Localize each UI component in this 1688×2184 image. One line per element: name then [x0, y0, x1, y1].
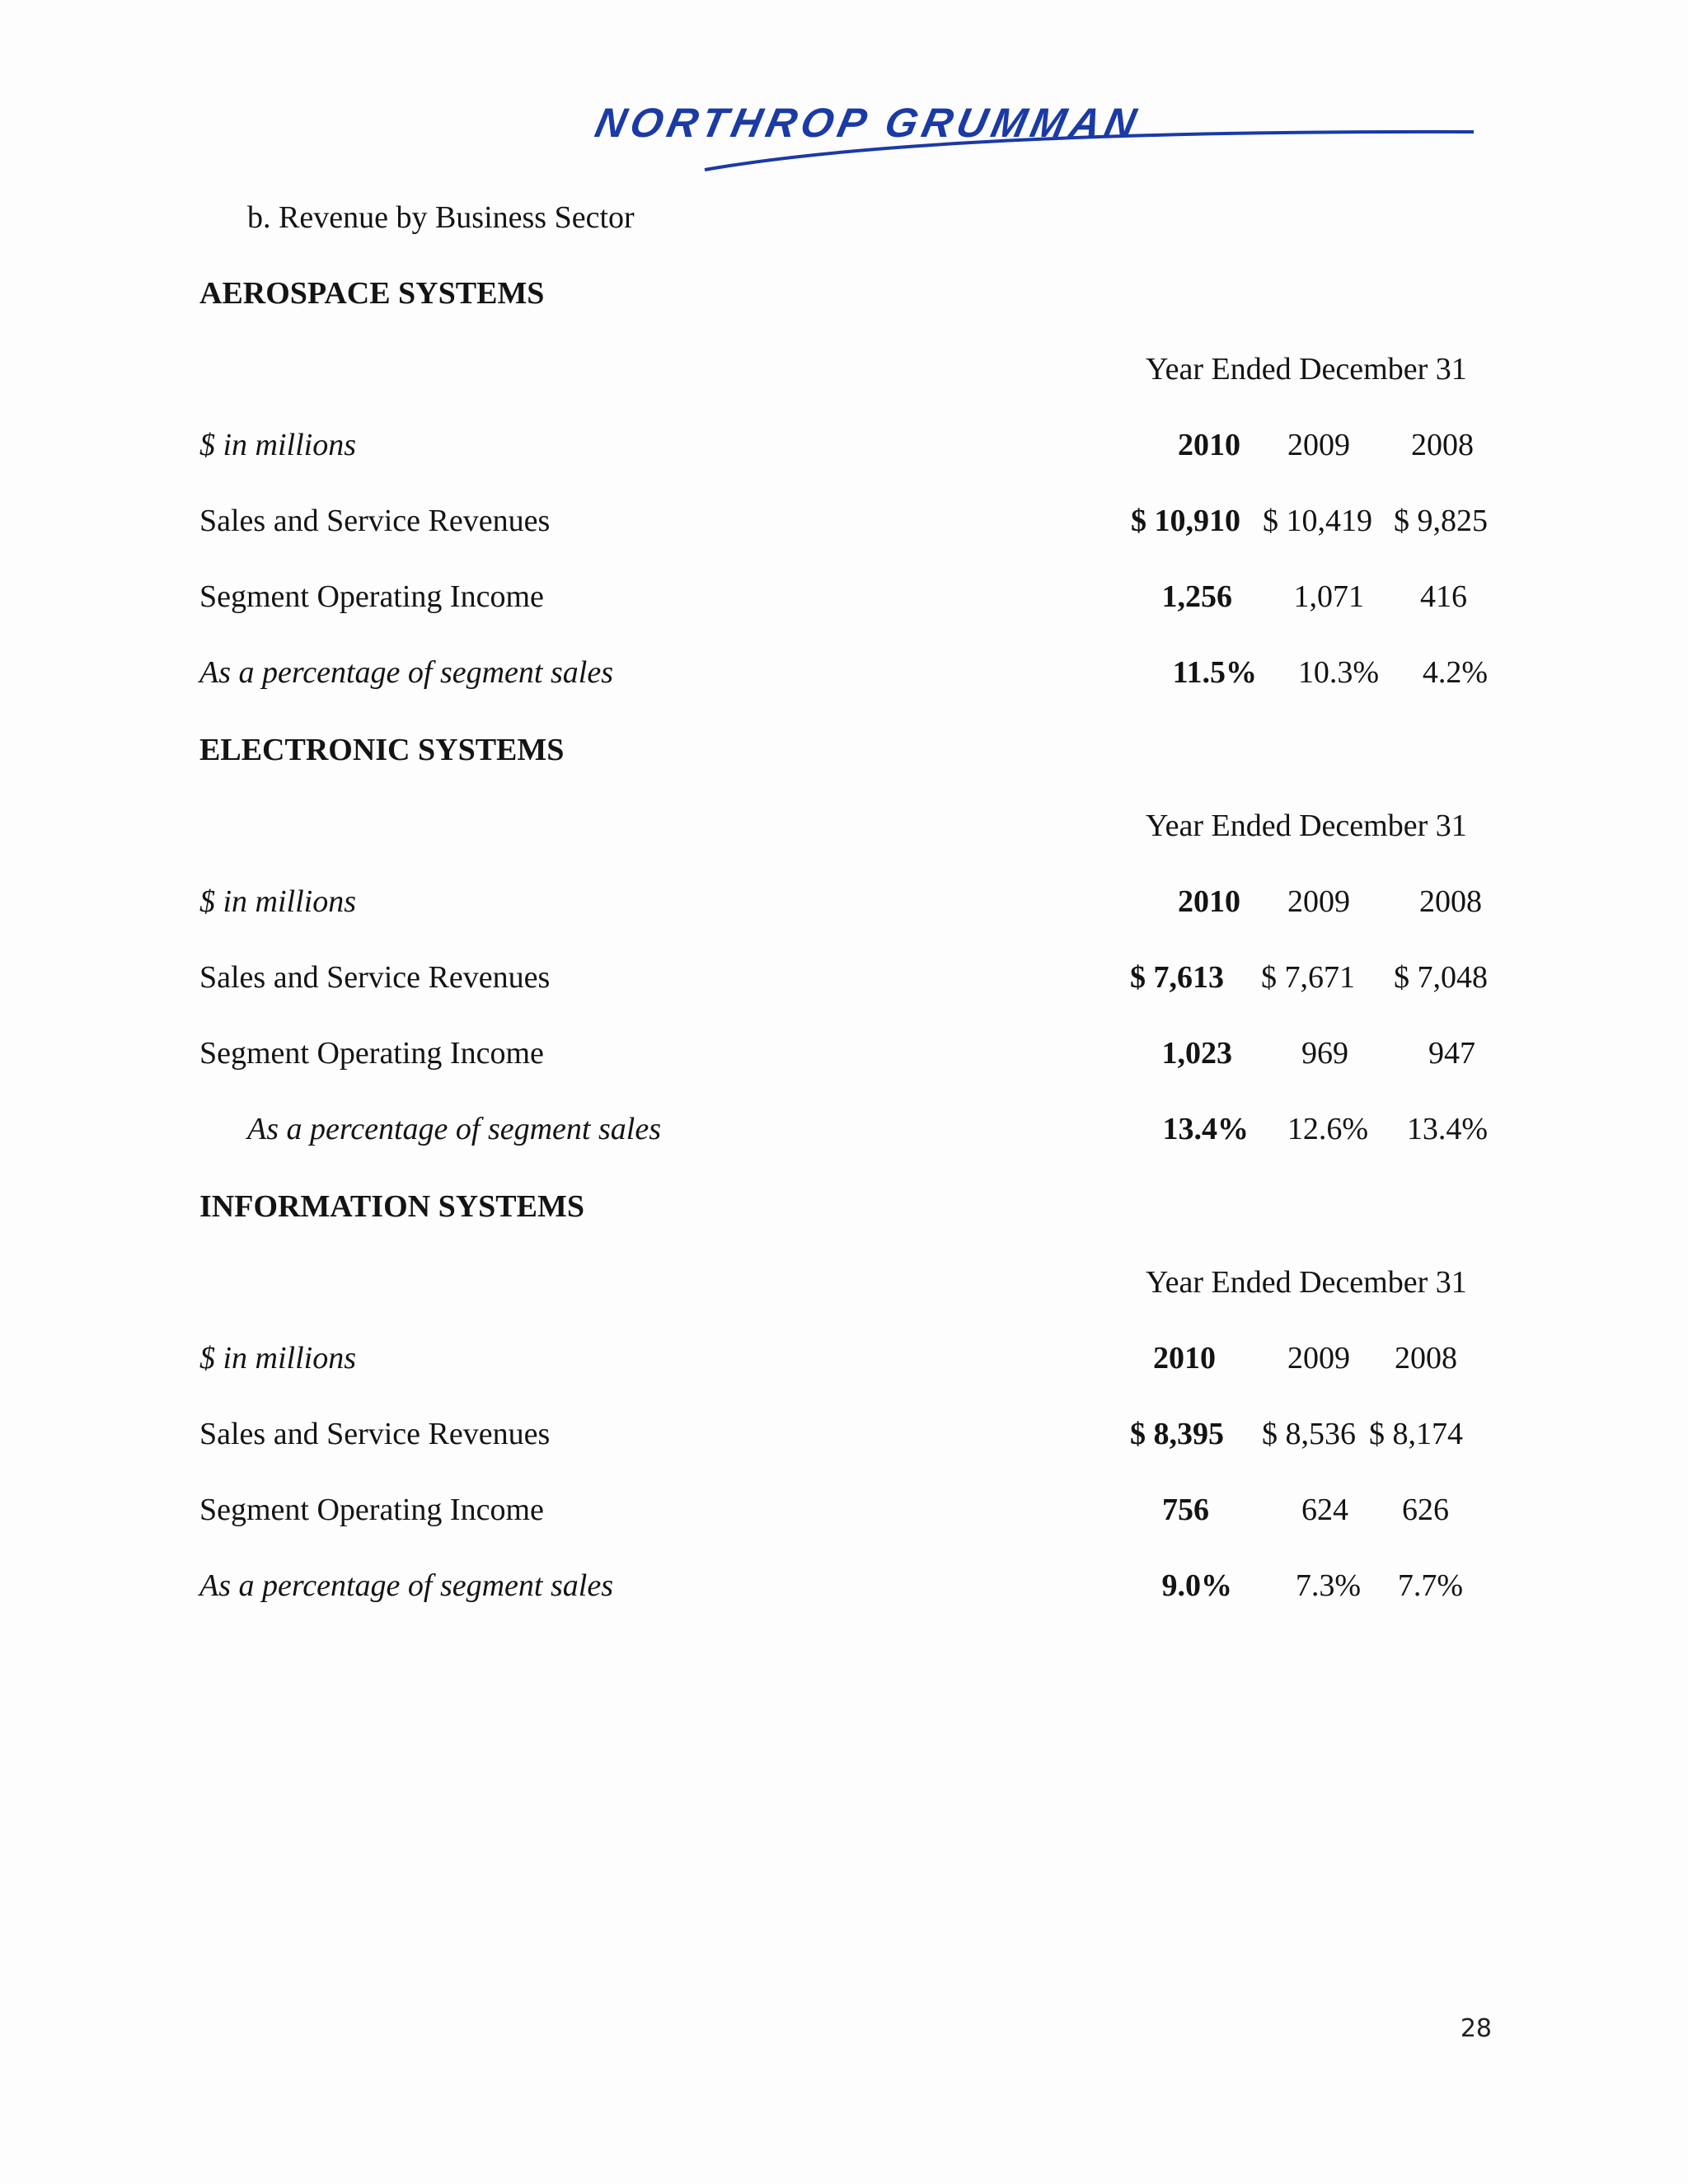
row-label: Sales and Service Revenues — [199, 504, 551, 538]
svg-text:NORTHROP GRUMMAN: NORTHROP GRUMMAN — [591, 99, 1146, 146]
value-2009: 1,071 — [1293, 579, 1364, 614]
row-label: Segment Operating Income — [199, 1493, 544, 1527]
year-header-2009: 2009 — [1287, 428, 1350, 462]
value-2008: 947 — [1428, 1036, 1475, 1071]
value-2010: 13.4% — [1162, 1112, 1249, 1146]
value-2008: $ 8,174 — [1369, 1417, 1463, 1451]
value-2009: $ 8,536 — [1262, 1417, 1356, 1451]
period-header: Year Ended December 31 — [1146, 808, 1467, 843]
section-title: INFORMATION SYSTEMS — [199, 1189, 584, 1224]
value-2009: $ 10,419 — [1263, 504, 1372, 538]
value-2010: $ 8,395 — [1130, 1417, 1224, 1451]
year-header-2008: 2008 — [1419, 884, 1482, 919]
value-2009: 10.3% — [1297, 655, 1379, 690]
northrop-grumman-logo — [585, 97, 1492, 180]
row-label: Segment Operating Income — [199, 1036, 544, 1071]
row-label: As a percentage of segment sales — [247, 1112, 661, 1146]
year-header-2010: 2010 — [1178, 884, 1240, 919]
year-header-2008: 2008 — [1395, 1341, 1457, 1376]
section-title: ELECTRONIC SYSTEMS — [199, 733, 565, 767]
year-header-2010: 2010 — [1153, 1341, 1216, 1376]
units-label: $ in millions — [199, 1341, 357, 1376]
value-2008: 4.2% — [1422, 655, 1488, 690]
row-label: As a percentage of segment sales — [199, 655, 613, 690]
value-2009: 12.6% — [1287, 1112, 1368, 1146]
row-label: Sales and Service Revenues — [199, 960, 551, 995]
page-number: 28 — [1460, 2014, 1492, 2043]
year-header-2010: 2010 — [1178, 428, 1240, 462]
subsection-heading: b. Revenue by Business Sector — [247, 200, 635, 235]
value-2009: 969 — [1301, 1036, 1348, 1071]
year-header-2008: 2008 — [1411, 428, 1474, 462]
row-label: Segment Operating Income — [199, 579, 544, 614]
year-header-2009: 2009 — [1287, 1341, 1350, 1376]
period-header: Year Ended December 31 — [1146, 1265, 1467, 1300]
value-2010: 1,023 — [1161, 1036, 1232, 1071]
value-2010: 1,256 — [1161, 579, 1232, 614]
section-title: AEROSPACE SYSTEMS — [199, 276, 545, 311]
value-2008: 7.7% — [1397, 1568, 1463, 1603]
row-label: As a percentage of segment sales — [199, 1568, 613, 1603]
units-label: $ in millions — [199, 428, 357, 462]
value-2010: 756 — [1162, 1493, 1209, 1527]
value-2010: $ 7,613 — [1130, 960, 1224, 995]
value-2009: 624 — [1301, 1493, 1348, 1527]
row-label: Sales and Service Revenues — [199, 1417, 551, 1451]
value-2010: $ 10,910 — [1131, 504, 1240, 538]
value-2008: $ 7,048 — [1394, 960, 1488, 995]
value-2010: 9.0% — [1161, 1568, 1232, 1603]
value-2009: 7.3% — [1295, 1568, 1361, 1603]
value-2010: 11.5% — [1172, 655, 1257, 690]
year-header-2009: 2009 — [1287, 884, 1350, 919]
value-2008: 13.4% — [1406, 1112, 1488, 1146]
units-label: $ in millions — [199, 884, 357, 919]
value-2008: 626 — [1402, 1493, 1449, 1527]
value-2009: $ 7,671 — [1261, 960, 1355, 995]
value-2008: $ 9,825 — [1394, 504, 1488, 538]
period-header: Year Ended December 31 — [1146, 352, 1467, 387]
value-2008: 416 — [1420, 579, 1467, 614]
